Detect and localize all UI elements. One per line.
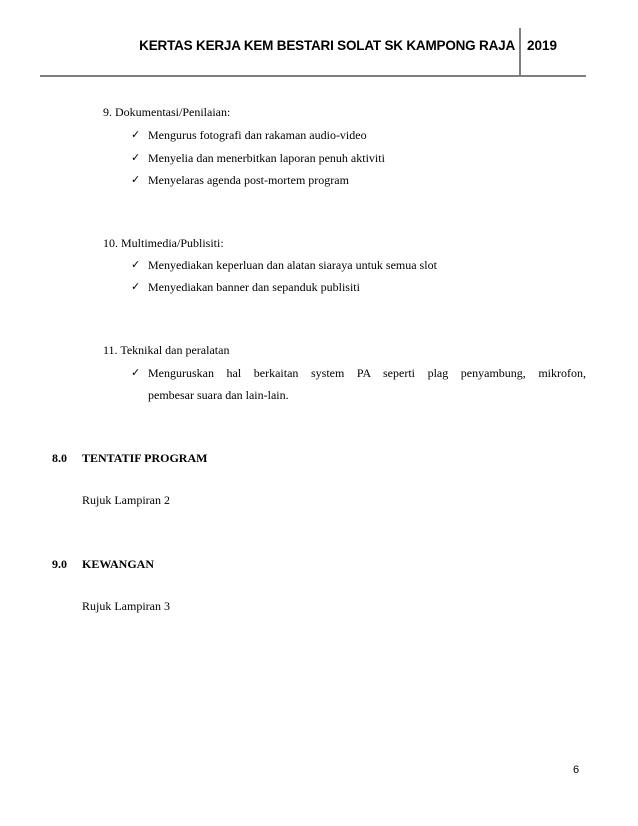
checkmark-icon: ✓ [131,151,141,164]
checkmark-icon: ✓ [131,366,141,379]
section-title: TENTATIF PROGRAM [82,451,208,465]
page-number: 6 [573,764,580,776]
header-horizontal-divider [40,75,586,77]
subsection-heading: 10. Multimedia/Publisiti: [103,236,224,250]
list-item: Menyelia dan menerbitkan laporan penuh aktiviti [148,151,385,165]
header-year: 2019 [527,38,558,53]
list-item: Menyediakan banner dan sepanduk publisiti [148,280,360,294]
subsection-heading: 11. Teknikal dan peralatan [103,343,230,357]
checkmark-icon: ✓ [131,128,141,141]
checkmark-icon: ✓ [131,173,141,186]
list-item: Menyediakan keperluan dan alatan siaraya untuk semua slot [148,258,437,272]
list-item: Mengurus fotografi dan rakaman audio-video [148,128,367,142]
subsection-heading: 9. Dokumentasi/Penilaian: [103,105,231,119]
list-item: Menyelaras agenda post-mortem program [148,173,349,187]
checkmark-icon: ✓ [131,280,141,293]
checkmark-icon: ✓ [131,258,141,271]
section-body: Rujuk Lampiran 2 [82,493,170,507]
section-number: 8.0 [52,451,67,465]
list-item-line: pembesar suara dan lain-lain. [148,388,289,402]
header-title: KERTAS KERJA KEM BESTARI SOLAT SK KAMPONG RAJA [139,38,515,53]
section-body: Rujuk Lampiran 3 [82,599,170,613]
list-item-line: Menguruskan hal berkaitan system PA seperti plag penyambung, mikrofon, [148,366,586,380]
section-title: KEWANGAN [82,557,155,571]
header-vertical-divider [519,28,521,76]
section-number: 9.0 [52,557,67,571]
